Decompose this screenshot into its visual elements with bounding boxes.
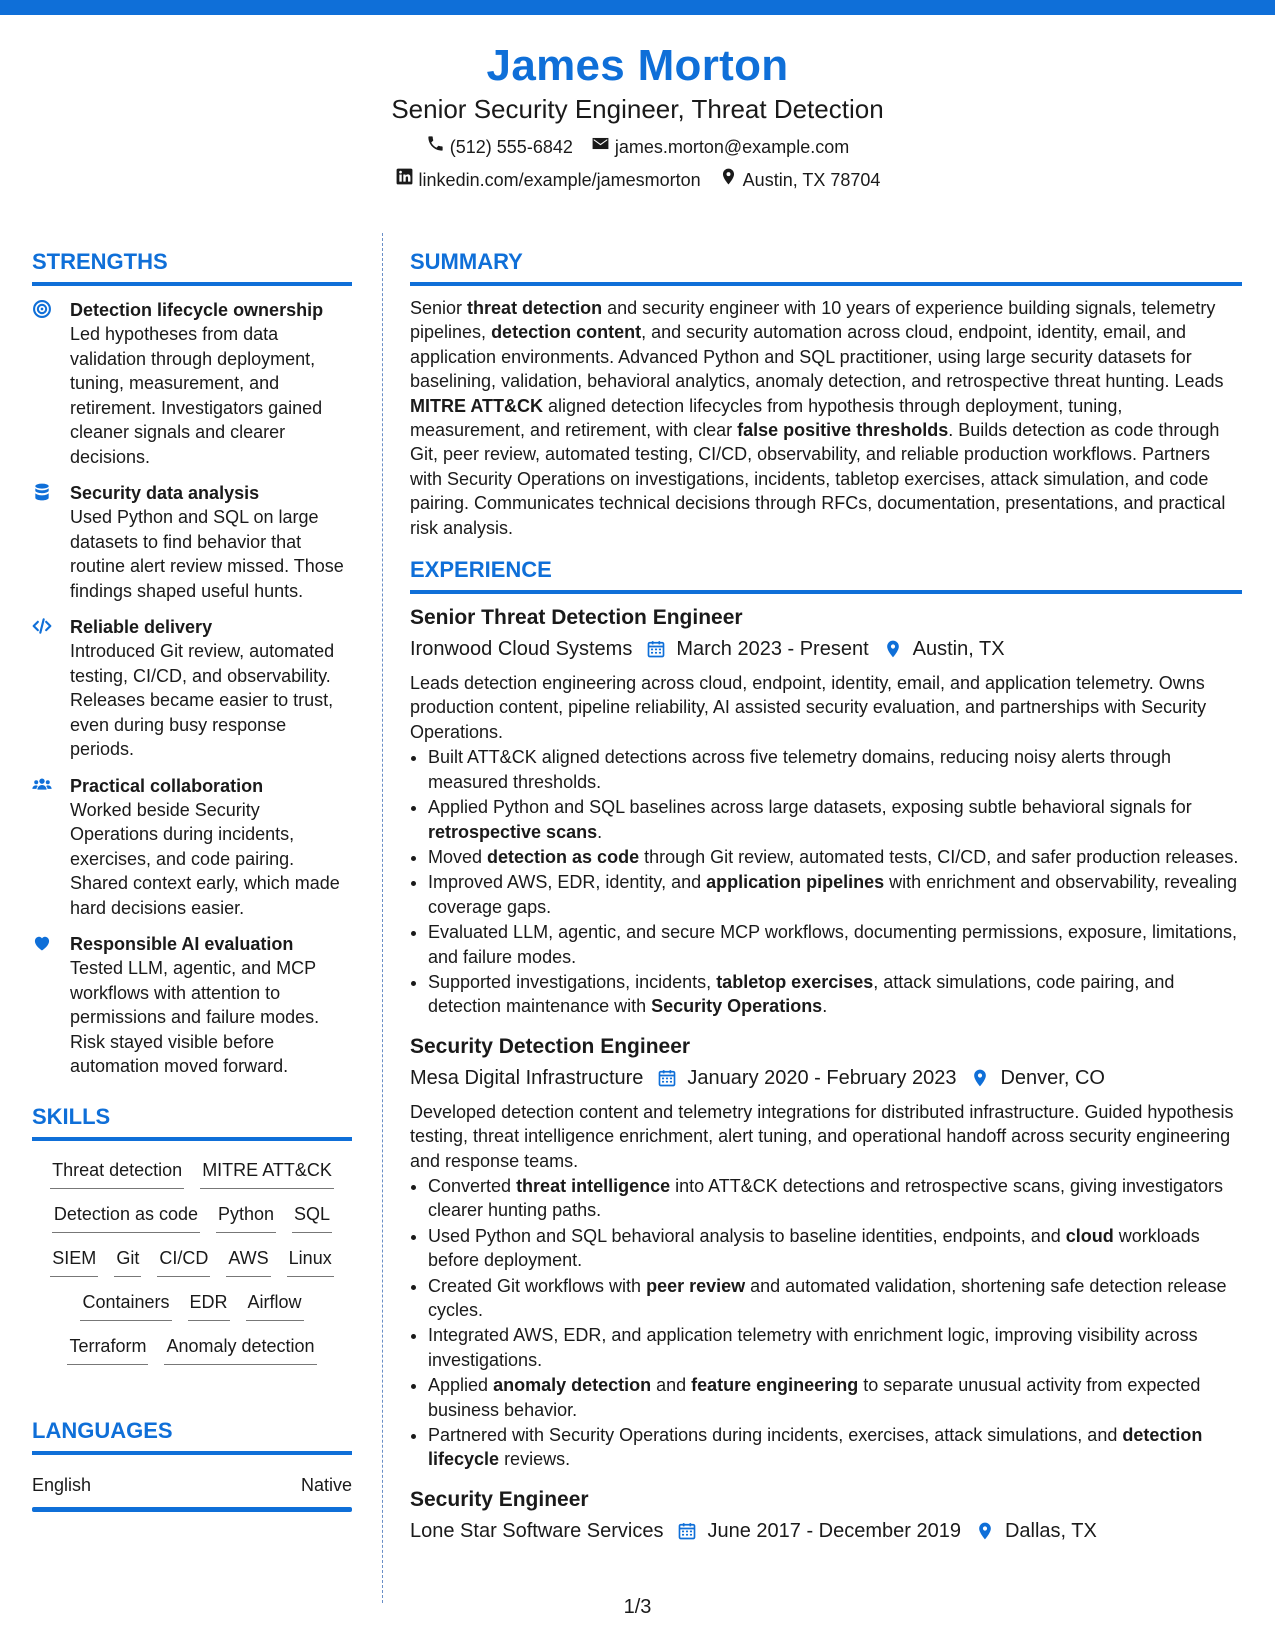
text-run: aligned detection lifecycles from hypothesis through deployment, tuning, measurement, and retirement, with clear [410, 395, 1123, 441]
skill-tag: MITRE ATT&CK [200, 1155, 334, 1189]
email-contact[interactable] [591, 134, 849, 159]
text-run: . [597, 821, 603, 842]
skill-tag: Threat detection [50, 1155, 184, 1189]
bullet-item [428, 745, 1242, 794]
experience-list [410, 604, 1242, 1545]
strength-desc: Worked beside Security Operations during incidents, exercises, and code pairing. Shared context early, which made hard decisions easier. [70, 799, 340, 918]
job-title: Senior Threat Detection Engineer [410, 606, 743, 630]
strength-desc: Used Python and SQL on large datasets to find behavior that routine alert review missed. Those findings shaped useful hunts. [70, 507, 344, 601]
job-bullets [410, 1174, 1242, 1472]
summary-text [410, 296, 1242, 540]
bullet-item [428, 870, 1242, 919]
skill-tag: Terraform [67, 1331, 148, 1365]
job-entry [410, 1033, 1242, 1472]
text-run: Evaluated LLM, agentic, and secure MCP workflows, documenting permissions, exposure, limitations, and failure modes. [428, 922, 1238, 967]
location-text: Austin, TX 78704 [742, 169, 881, 190]
text-run: Senior [410, 298, 468, 318]
job-description: Leads detection engineering across cloud, endpoint, identity, email, and application telemetry. Owns production content, pipeline reliability, AI assisted security evaluation, and partnerships with Security Operations. [410, 673, 1207, 742]
text-run: Used Python and SQL behavioral analysis to baseline identities, endpoints, and [428, 1225, 1066, 1246]
column-divider [382, 233, 383, 1603]
calendar-icon [646, 639, 666, 659]
strength-title: Detection lifecycle ownership [70, 300, 324, 320]
bold-text: MITRE ATT&CK [410, 395, 543, 416]
bold-text: detection as code [487, 846, 640, 867]
text-run: and [651, 1375, 692, 1396]
bold-text: cloud [1065, 1225, 1114, 1246]
bullet-item [428, 795, 1242, 844]
contact-line-1 [0, 134, 1275, 159]
skill-tag: SIEM [50, 1243, 98, 1277]
bold-text: feature engineering [691, 1375, 859, 1396]
text-run: Moved [428, 846, 488, 867]
users-icon [32, 774, 56, 921]
job-meta [410, 1064, 1242, 1092]
bold-text: anomaly detection [493, 1375, 652, 1396]
skill-tag: SQL [292, 1199, 332, 1233]
bold-text: application pipelines [706, 872, 885, 893]
bold-text: false positive thresholds [737, 420, 949, 441]
phone-icon [426, 134, 445, 159]
experience-heading: EXPERIENCE [410, 557, 552, 583]
language-name: English [32, 1474, 92, 1495]
text-run: Converted [428, 1175, 517, 1196]
phone-text: (512) 555-6842 [449, 136, 573, 157]
envelope-icon [591, 134, 610, 159]
skills-list [32, 1155, 352, 1365]
text-run: Applied Python and SQL baselines across large datasets, exposing subtle behavioral signals for [428, 797, 1192, 818]
strength-title: Reliable delivery [70, 617, 213, 637]
skills-rule [32, 1137, 352, 1141]
bullet-item [428, 1174, 1242, 1223]
text-run: Improved AWS, EDR, identity, and [428, 872, 707, 893]
strength-item [32, 481, 352, 603]
text-run: Created Git workflows with [428, 1275, 647, 1296]
text-run: . [822, 996, 828, 1017]
bullet-item [428, 845, 1242, 869]
text-run: Supported investigations, incidents, [428, 971, 717, 992]
skills-heading: SKILLS [32, 1103, 111, 1129]
job-description: Developed detection content and telemetry integrations for distributed infrastructure. Guided hypothesis testing, threat intelligence enrichment, alert tuning, and operational handoff across security engineering and response teams. [410, 1101, 1234, 1171]
skill-tag: Airflow [246, 1287, 304, 1321]
job-company: Ironwood Cloud Systems [410, 638, 633, 661]
text-run: , and security automation across cloud, endpoint, identity, email, and application environments. Advanced Python and SQL practitioner, using large security datasets for baselining, validation, behavioral analytics, anomaly detection, and retrospective threat hunting. Leads [410, 322, 1224, 392]
bold-text: Security Operations [651, 996, 823, 1017]
text-run: reviews. [499, 1449, 571, 1470]
text-run: . Builds detection as code through Git, peer review, automated testing, CI/CD, observability, and reliable production workflows. Partners with Security Operations on investigations, incidents, tabletop exercises, attack simulation, and code pairing. Communicates technical decisions through RFCs, documentation, presentations, and practical risk analysis. [410, 420, 1226, 538]
email-text: james.morton@example.com [614, 136, 850, 157]
skill-tag: Detection as code [52, 1199, 200, 1233]
map-pin-icon [883, 639, 903, 659]
text-run: , attack simulations, code pairing, and detection maintenance with [428, 971, 1175, 1017]
job-title: Security Engineer [410, 1487, 589, 1511]
left-column [32, 248, 352, 1512]
job-company: Mesa Digital Infrastructure [410, 1066, 644, 1089]
strength-item [32, 615, 352, 762]
bold-text: retrospective scans [428, 821, 598, 842]
skill-tag: Anomaly detection [164, 1331, 316, 1365]
linkedin-text: linkedin.com/example/jamesmorton [418, 169, 701, 190]
text-run: Integrated AWS, EDR, and application telemetry with enrichment logic, improving visibility across investigations. [428, 1325, 1198, 1370]
right-column [410, 248, 1242, 1545]
skill-tag: CI/CD [157, 1243, 210, 1277]
job-dates: June 2017 - December 2019 [707, 1519, 961, 1542]
bold-text: threat detection [467, 298, 603, 318]
contact-line-2 [0, 167, 1275, 192]
job-dates: March 2023 - Present [676, 638, 869, 661]
candidate-name: James Morton [486, 41, 789, 90]
target-icon [32, 298, 56, 469]
resume-header [0, 40, 1275, 192]
language-row [32, 1473, 352, 1497]
skill-tag: Containers [80, 1287, 171, 1321]
map-pin-icon [970, 1068, 990, 1088]
bold-text: peer review [646, 1275, 746, 1296]
location-contact [719, 167, 881, 192]
bullet-item [428, 920, 1242, 969]
bold-text: detection lifecycle [428, 1425, 1203, 1470]
text-run: and security engineer with 10 years of experience building signals, telemetry pipelines, [410, 298, 1216, 343]
bullet-item [428, 1423, 1242, 1472]
strength-title: Security data analysis [70, 483, 260, 503]
job-meta [410, 1517, 1242, 1545]
job-location: Denver, CO [1000, 1066, 1105, 1089]
job-dates: January 2020 - February 2023 [687, 1066, 957, 1089]
text-run: Built ATT&CK aligned detections across five telemetry domains, reducing noisy alerts through measured thresholds. [428, 747, 1172, 792]
candidate-title: Senior Security Engineer, Threat Detection [391, 94, 884, 124]
skill-tag: AWS [226, 1243, 270, 1277]
map-pin-icon [719, 167, 738, 192]
heart-icon [32, 932, 56, 1079]
code-icon [32, 615, 56, 762]
database-icon [32, 481, 56, 603]
bold-text: threat intelligence [516, 1175, 671, 1196]
strength-item [32, 932, 352, 1079]
text-run: Partnered with Security Operations during incidents, exercises, attack simulations, and [428, 1425, 1123, 1446]
strengths-heading: STRENGTHS [32, 249, 168, 274]
linkedin-icon [395, 167, 414, 192]
bold-text: detection content [491, 322, 642, 343]
text-run: workloads before deployment. [428, 1225, 1200, 1271]
summary-rule [410, 282, 1242, 286]
text-run: Applied [428, 1375, 494, 1396]
text-run: to separate unusual activity from expected business behavior. [428, 1375, 1201, 1420]
job-location: Austin, TX [912, 638, 1005, 661]
summary-heading: SUMMARY [410, 249, 523, 274]
language-proficiency-bar [32, 1507, 352, 1512]
linkedin-contact[interactable] [395, 167, 701, 192]
text-run: through Git review, automated tests, CI/CD, and safer production releases. [639, 846, 1239, 867]
map-pin-icon [975, 1521, 995, 1541]
text-run: and automated validation, shortening safe detection release cycles. [428, 1275, 1227, 1320]
strength-desc: Tested LLM, agentic, and MCP workflows with attention to permissions and failure modes. Risk stayed visible before automation moved forward. [70, 958, 320, 1076]
top-accent-bar [0, 0, 1275, 15]
strength-title: Practical collaboration [70, 775, 264, 796]
language-level: Native [300, 1474, 352, 1495]
languages-rule [32, 1451, 352, 1455]
languages-heading: LANGUAGES [32, 1417, 173, 1443]
strength-title: Responsible AI evaluation [70, 934, 294, 954]
strength-desc: Led hypotheses from data validation through deployment, tuning, measurement, and retirement. Investigators gained cleaner signals and clearer decisions. [70, 324, 323, 467]
skill-tag: Python [216, 1199, 276, 1233]
skill-tag: EDR [188, 1287, 230, 1321]
bullet-item [428, 1323, 1242, 1372]
job-entry [410, 604, 1242, 1019]
job-title: Security Detection Engineer [410, 1034, 691, 1058]
job-location: Dallas, TX [1004, 1519, 1097, 1542]
job-company: Lone Star Software Services [410, 1519, 664, 1542]
strength-desc: Introduced Git review, automated testing, CI/CD, and observability. Releases became easier to trust, even during busy response periods. [70, 641, 335, 759]
job-entry [410, 1486, 1242, 1545]
job-meta [410, 635, 1242, 663]
strength-item [32, 774, 352, 921]
text-run: with enrichment and observability, revealing coverage gaps. [428, 872, 1238, 917]
experience-rule [410, 590, 1242, 594]
bold-text: tabletop exercises [716, 971, 874, 992]
job-bullets [410, 745, 1242, 1018]
text-run: into ATT&CK detections and retrospective scans, giving investigators clearer hunting paths. [428, 1175, 1224, 1221]
strengths-rule [32, 282, 352, 286]
calendar-icon [677, 1521, 697, 1541]
bullet-item [428, 1274, 1242, 1323]
bullet-item [428, 1373, 1242, 1422]
bullet-item [428, 970, 1242, 1019]
page-number: 1/3 [623, 1596, 652, 1618]
skill-tag: Git [114, 1243, 141, 1277]
phone-contact[interactable] [426, 134, 573, 159]
strength-item [32, 298, 352, 469]
skill-tag: Linux [287, 1243, 334, 1277]
bullet-item [428, 1224, 1242, 1273]
calendar-icon [657, 1068, 677, 1088]
